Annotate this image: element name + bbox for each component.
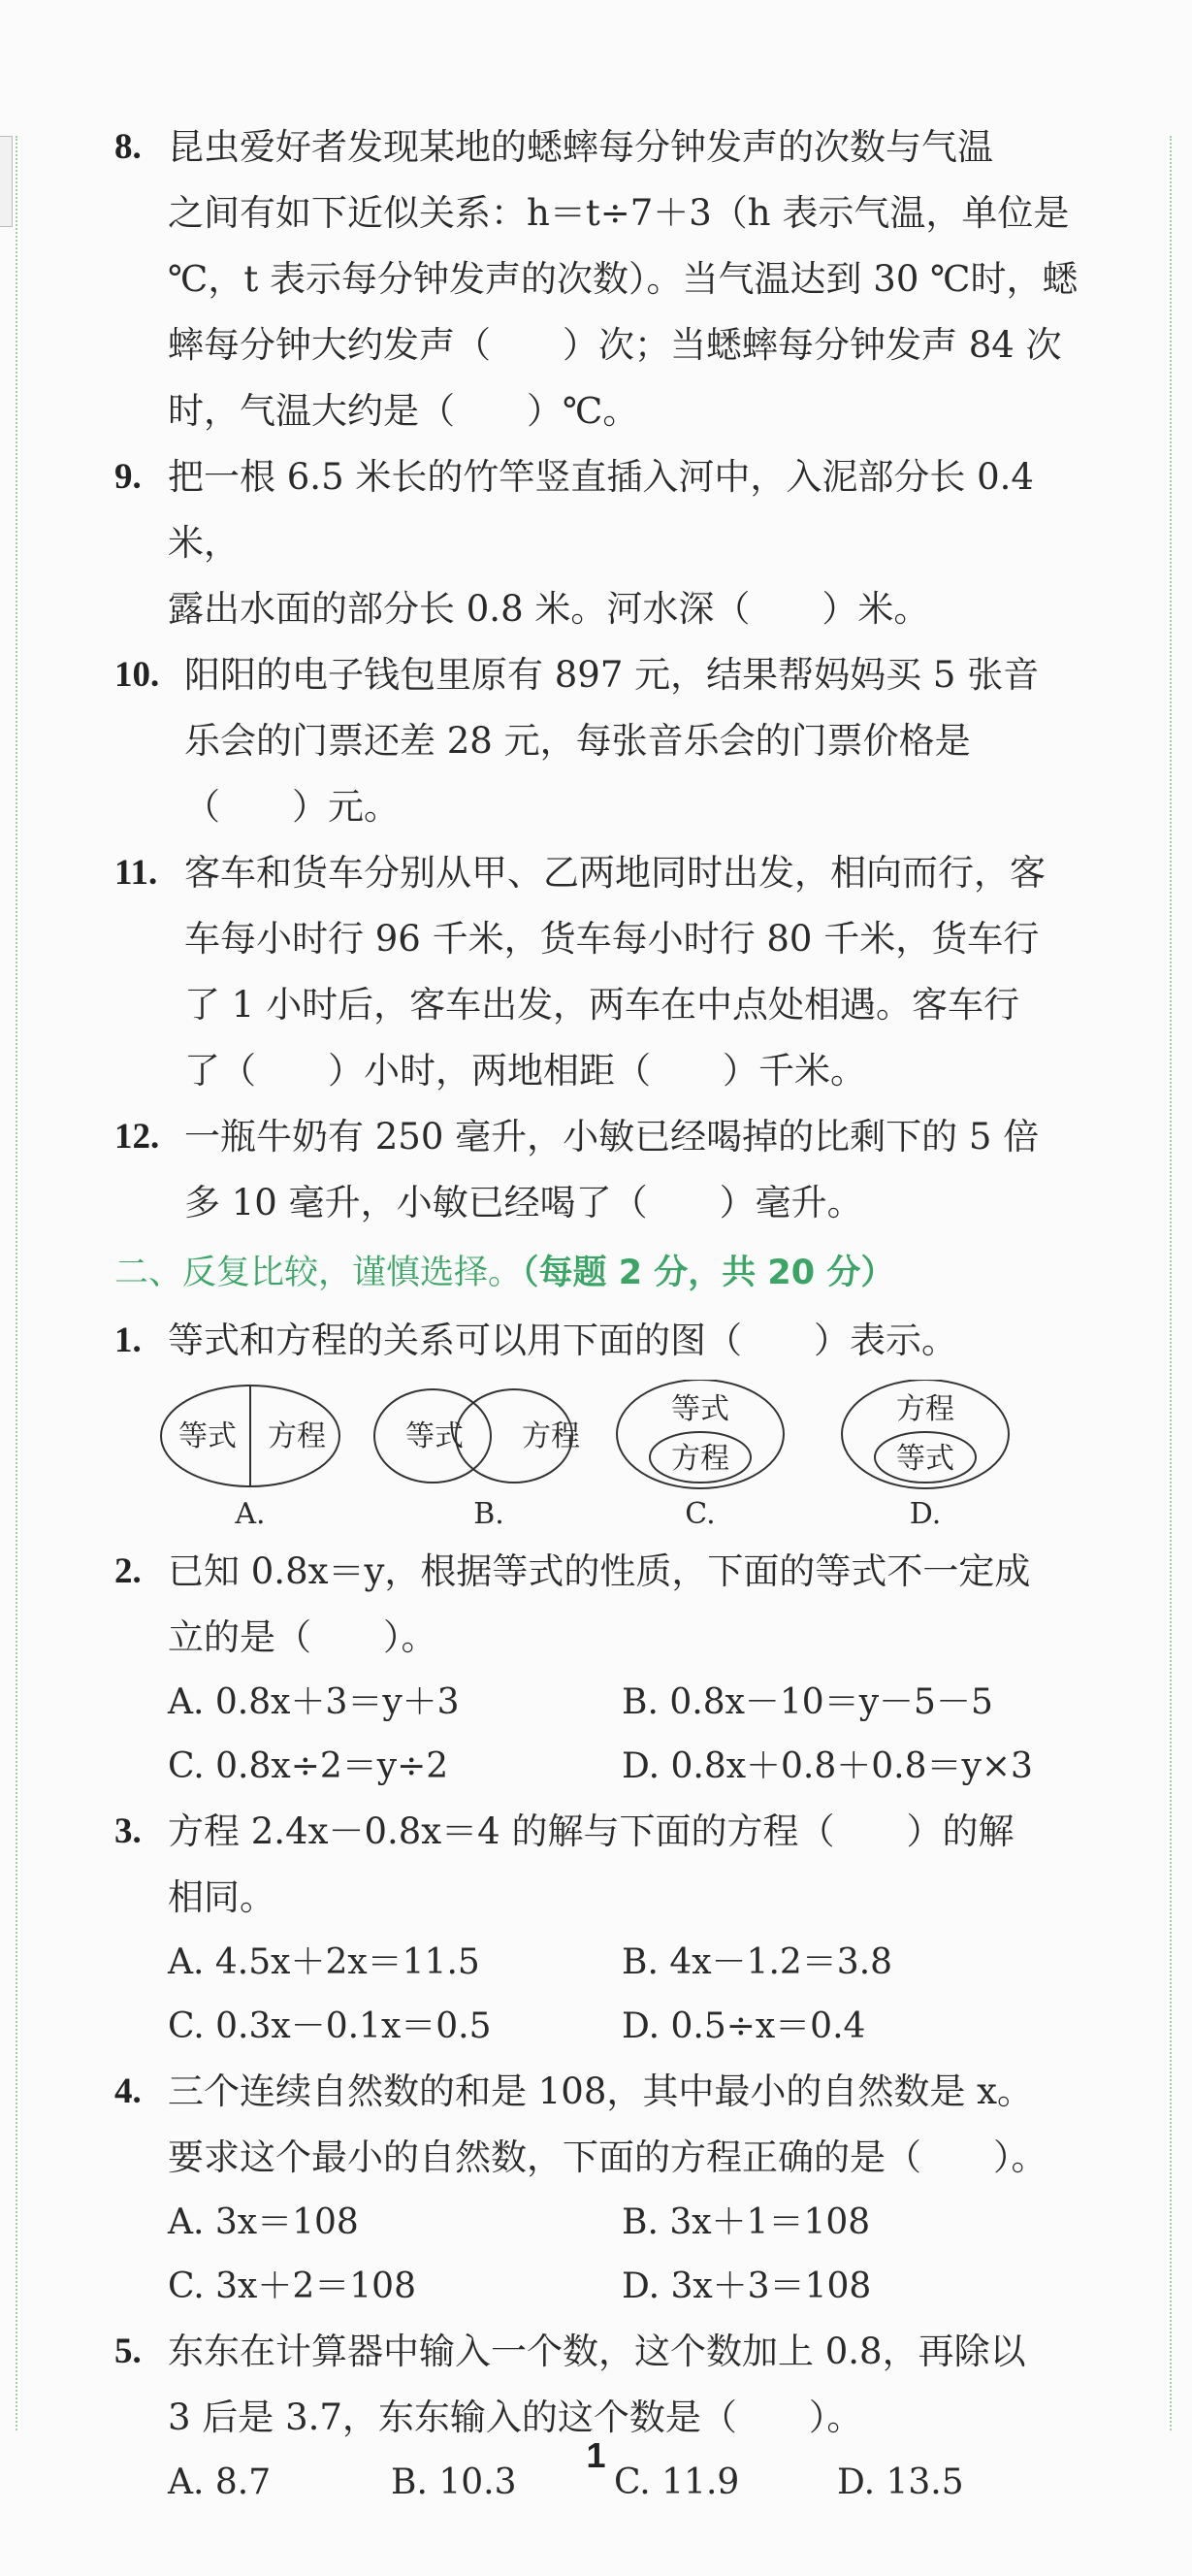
question-line: ℃，t 表示每分钟发声的次数）。当气温达到 30 ℃时，蟋 — [168, 258, 1079, 300]
question-number: 1. — [114, 1321, 142, 1360]
question-line: 阳阳的电子钱包里原有 897 元，结果帮妈妈买 5 张音 — [184, 654, 1040, 696]
question-9 — [114, 444, 1084, 642]
choice-question-3 — [114, 1799, 1084, 1931]
section-header — [114, 1240, 1084, 1306]
question-number: 9. — [114, 457, 142, 497]
binding-edge-tab — [0, 136, 13, 227]
section-points: （每题 2 分，共 20 分） — [522, 1254, 895, 1292]
option-d[interactable]: D. 0.5÷x＝0.4 — [622, 2006, 866, 2046]
right-margin-rule — [1170, 136, 1172, 2430]
diagram-a-left-label: 等式 — [178, 1419, 237, 1453]
diagram-b-left-label: 等式 — [405, 1419, 464, 1453]
option-d[interactable]: D. 13.5 — [837, 2462, 964, 2502]
question-line: 三个连续自然数的和是 108，其中最小的自然数是 x。 — [168, 2071, 1034, 2112]
venn-diagrams — [114, 1380, 1084, 1535]
diagram-d-outer-label: 方程 — [896, 1392, 954, 1426]
question-line: 相同。 — [168, 1876, 275, 1918]
diagram-c-outer-label: 等式 — [671, 1392, 729, 1426]
options-row — [114, 2191, 1084, 2255]
question-number: 8. — [114, 127, 142, 167]
question-line: 车每小时行 96 千米，货车每小时行 80 千米，货车行 — [184, 918, 1040, 960]
diagram-c — [617, 1380, 784, 1531]
option-b[interactable]: B. 3x＋1＝108 — [622, 2202, 871, 2242]
choice-question-2 — [114, 1539, 1084, 1671]
option-c[interactable]: C. 3x＋2＝108 — [168, 2266, 416, 2306]
question-number: 11. — [114, 853, 158, 893]
option-d[interactable]: D. 0.8x＋0.8＋0.8＝y×3 — [622, 1746, 1033, 1786]
content — [114, 114, 1084, 2515]
diagram-b — [374, 1389, 580, 1531]
diagram-d — [842, 1380, 1009, 1531]
question-line: 等式和方程的关系可以用下面的图（ ）表示。 — [168, 1320, 957, 1361]
options-row — [114, 1995, 1084, 2059]
option-b[interactable]: B. 10.3 — [391, 2462, 517, 2502]
diagram-d-option-label: D. — [909, 1497, 942, 1531]
question-number: 10. — [114, 655, 160, 695]
question-line: 立的是（ ）。 — [168, 1616, 437, 1658]
diagram-b-option-label: B. — [473, 1497, 504, 1531]
question-line: 要求这个最小的自然数，下面的方程正确的是（ ）。 — [168, 2136, 1047, 2178]
question-line: 时，气温大约是（ ）℃。 — [168, 390, 639, 432]
choice-question-1 — [114, 1308, 1084, 1374]
question-line: 客车和货车分别从甲、乙两地同时出发，相向而行，客 — [184, 852, 1046, 894]
question-8 — [114, 114, 1084, 444]
diagram-a-right-label: 方程 — [268, 1419, 326, 1453]
option-a[interactable]: A. 8.7 — [168, 2462, 272, 2502]
option-b[interactable]: B. 0.8x－10＝y－5－5 — [622, 1682, 993, 1722]
options-row — [114, 1671, 1084, 1735]
question-11 — [114, 840, 1084, 1104]
option-c[interactable]: C. 0.3x－0.1x＝0.5 — [168, 2006, 492, 2046]
option-a[interactable]: A. 0.8x＋3＝y＋3 — [168, 1682, 460, 1722]
question-line: 乐会的门票还差 28 元，每张音乐会的门票价格是 — [184, 720, 971, 762]
question-number: 5. — [114, 2331, 142, 2371]
diagram-a-option-label: A. — [235, 1497, 266, 1531]
question-line: 多 10 毫升，小敏已经喝了（ ）毫升。 — [184, 1182, 863, 1223]
option-c[interactable]: C. 0.8x÷2＝y÷2 — [168, 1746, 449, 1786]
page-number: 1 — [586, 2435, 606, 2475]
question-line: 之间有如下近似关系：h＝t÷7＋3（h 表示气温，单位是 — [168, 192, 1070, 234]
diagram-b-right-label: 方程 — [522, 1419, 580, 1453]
option-a[interactable]: A. 3x＝108 — [168, 2202, 359, 2242]
question-line: 蟀每分钟大约发声（ ）次；当蟋蟀每分钟发声 84 次 — [168, 324, 1062, 366]
question-line: 昆虫爱好者发现某地的蟋蟀每分钟发声的次数与气温 — [168, 126, 993, 168]
question-line: 露出水面的部分长 0.8 米。河水深（ ）米。 — [168, 588, 930, 630]
choice-question-5 — [114, 2319, 1084, 2451]
question-number: 2. — [114, 1551, 142, 1591]
options-row — [114, 2255, 1084, 2319]
diagram-c-inner-label: 方程 — [671, 1442, 729, 1476]
question-line: 了 1 小时后，客车出发，两车在中点处相遇。客车行 — [184, 984, 1020, 1026]
question-number: 4. — [114, 2071, 142, 2111]
left-margin-rule — [16, 136, 17, 2430]
question-line: 东东在计算器中输入一个数，这个数加上 0.8，再除以 — [168, 2331, 1026, 2372]
diagram-a — [161, 1386, 339, 1531]
option-c[interactable]: C. 11.9 — [614, 2462, 740, 2502]
section-title: 二、反复比较，谨慎选择。 — [114, 1254, 523, 1292]
question-line: 了（ ）小时，两地相距（ ）千米。 — [184, 1050, 866, 1092]
diagram-c-option-label: C. — [685, 1497, 716, 1531]
question-line: （ ）元。 — [184, 786, 400, 828]
option-b[interactable]: B. 4x－1.2＝3.8 — [622, 1942, 893, 1982]
question-line: 方程 2.4x－0.8x＝4 的解与下面的方程（ ）的解 — [168, 1810, 1015, 1852]
diagram-d-inner-label: 等式 — [896, 1442, 954, 1476]
question-line: 把一根 6.5 米长的竹竿竖直插入河中，入泥部分长 0.4 米， — [168, 456, 1034, 564]
question-12 — [114, 1104, 1084, 1236]
question-10 — [114, 642, 1084, 840]
question-number: 12. — [114, 1117, 160, 1157]
question-line: 一瓶牛奶有 250 毫升，小敏已经喝掉的比剩下的 5 倍 — [184, 1116, 1040, 1158]
option-a[interactable]: A. 4.5x＋2x＝11.5 — [168, 1942, 480, 1982]
options-row — [114, 1735, 1084, 1799]
question-line: 已知 0.8x＝y，根据等式的性质，下面的等式不一定成 — [168, 1550, 1031, 1592]
question-line: 3 后是 3.7，东东输入的这个数是（ ）。 — [168, 2397, 863, 2438]
option-d[interactable]: D. 3x＋3＝108 — [622, 2266, 872, 2306]
question-number: 3. — [114, 1811, 142, 1851]
choice-question-4 — [114, 2059, 1084, 2191]
options-row — [114, 1931, 1084, 1995]
